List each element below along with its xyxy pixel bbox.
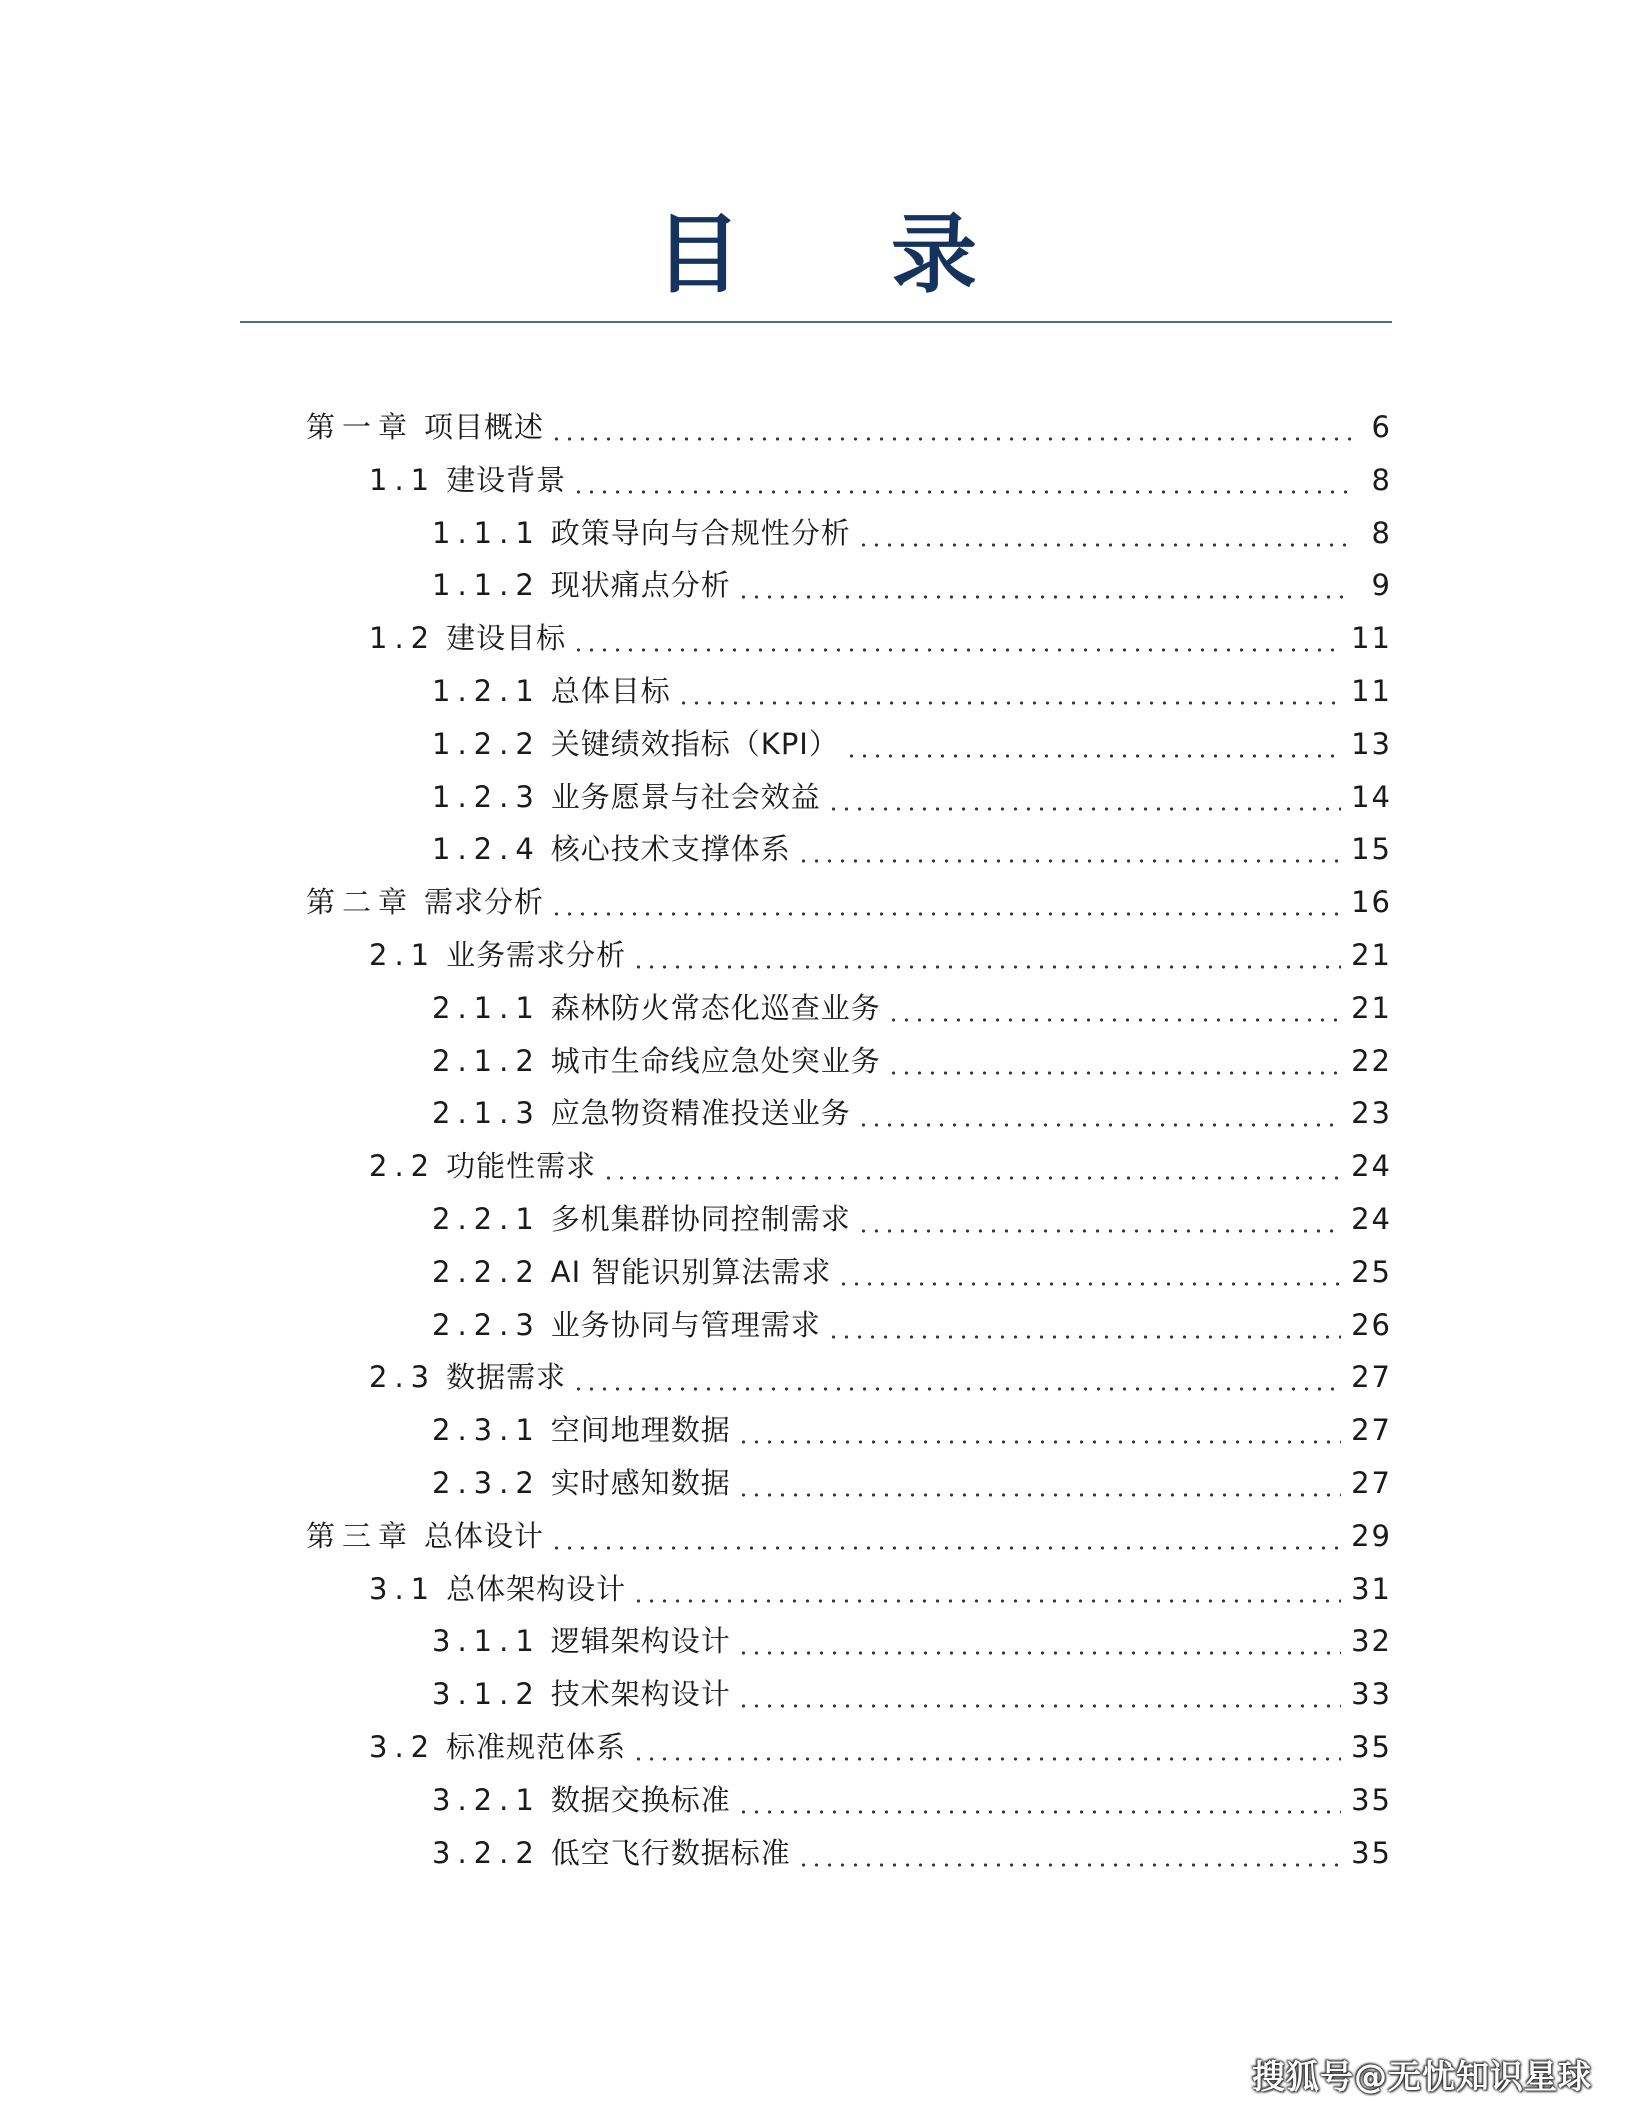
toc-entry-number: 2.1	[369, 938, 437, 972]
toc-entry[interactable]	[306, 882, 1392, 922]
toc-entry-number: 1.1.2	[432, 568, 541, 603]
toc-entry-number: 2.2.2	[432, 1254, 541, 1289]
toc-dot-leader	[857, 1199, 1341, 1239]
toc-entry-page: 24	[1351, 1149, 1392, 1184]
toc-entry[interactable]	[369, 618, 1392, 658]
toc-dot-leader	[845, 724, 1341, 764]
toc-entry[interactable]	[432, 1621, 1392, 1661]
toc-entry-number: 1.2.2	[432, 726, 541, 761]
toc-entry[interactable]	[432, 1780, 1392, 1820]
toc-entry-page: 29	[1351, 1518, 1392, 1553]
toc-dot-leader	[737, 1463, 1341, 1503]
toc-entry-page: 32	[1351, 1624, 1392, 1659]
toc-entry-page: 21	[1351, 990, 1392, 1025]
toc-entry-number: 3.1.2	[432, 1677, 541, 1712]
toc-dot-leader	[737, 1674, 1341, 1714]
toc-entry-label: 低空飞行数据标准	[550, 1835, 791, 1870]
toc-entry-page: 33	[1351, 1677, 1392, 1712]
toc-entry-number: 第二章	[306, 885, 415, 920]
toc-dot-leader	[857, 1093, 1341, 1133]
toc-entry-number: 第一章	[306, 410, 415, 444]
toc-entry[interactable]	[369, 1569, 1392, 1609]
toc-dot-leader	[887, 988, 1341, 1028]
toc-dot-leader	[837, 1252, 1341, 1292]
toc-entry-page: 13	[1351, 726, 1392, 761]
page-title: 目 录	[655, 205, 1037, 305]
toc-entry-label: 标准规范体系	[446, 1730, 627, 1764]
toc-dot-leader	[677, 671, 1341, 711]
toc-entry-number: 3.1.1	[432, 1624, 541, 1659]
toc-entry[interactable]	[432, 777, 1392, 817]
toc-entry[interactable]	[369, 935, 1392, 975]
toc-dot-leader	[550, 1516, 1341, 1556]
toc-entry[interactable]	[432, 1252, 1392, 1292]
toc-entry-page: 27	[1351, 1466, 1392, 1500]
toc-entry-label: 空间地理数据	[550, 1413, 731, 1448]
title-divider	[240, 321, 1392, 323]
toc-dot-leader	[887, 1041, 1341, 1081]
toc-entry-label: 数据交换标准	[550, 1782, 731, 1817]
toc-entry-label: 业务协同与管理需求	[550, 1307, 821, 1342]
toc-entry-label: 数据需求	[446, 1360, 567, 1395]
toc-entry-number: 3.1	[369, 1571, 437, 1606]
toc-entry-label: 业务愿景与社会效益	[550, 779, 821, 814]
toc-entry-page: 35	[1351, 1730, 1392, 1764]
toc-entry[interactable]	[432, 1463, 1392, 1503]
toc-dot-leader	[737, 565, 1352, 605]
toc-entry-page: 35	[1351, 1835, 1392, 1870]
toc-dot-leader	[827, 1305, 1341, 1345]
toc-entry-label: 总体设计	[424, 1518, 545, 1553]
toc-entry-page: 27	[1351, 1360, 1392, 1395]
toc-entry-page: 26	[1351, 1307, 1392, 1342]
toc-entry-page: 11	[1351, 621, 1392, 656]
toc-entry[interactable]	[432, 565, 1392, 605]
toc-entry-page: 25	[1351, 1254, 1392, 1289]
toc-dot-leader	[602, 1146, 1341, 1186]
toc-entry-page: 27	[1351, 1413, 1392, 1448]
toc-entry-number: 1.1.1	[432, 515, 541, 550]
toc-entry-page: 23	[1351, 1096, 1392, 1131]
toc-entry-number: 1.2.4	[432, 832, 541, 867]
toc-dot-leader	[572, 460, 1352, 500]
toc-dot-leader	[632, 935, 1341, 975]
toc-dot-leader	[857, 513, 1352, 553]
toc-entry-page: 8	[1371, 462, 1392, 497]
toc-entry-label: 总体架构设计	[446, 1571, 627, 1606]
toc-entry[interactable]	[369, 1146, 1392, 1186]
toc-entry-number: 2.1.2	[432, 1043, 541, 1078]
toc-entry[interactable]	[432, 988, 1392, 1028]
toc-entry-page: 31	[1351, 1571, 1392, 1606]
toc-entry-page: 9	[1371, 568, 1392, 603]
toc-dot-leader	[827, 777, 1341, 817]
toc-entry-label: 核心技术支撑体系	[550, 832, 791, 867]
toc-entry-number: 1.2	[369, 621, 437, 656]
toc-entry[interactable]	[369, 1727, 1392, 1767]
toc-entry-label: 总体目标	[550, 674, 671, 708]
toc-entry[interactable]	[369, 460, 1392, 500]
toc-entry[interactable]	[432, 829, 1392, 869]
toc-entry-number: 1.1	[369, 462, 437, 497]
toc-dot-leader	[797, 829, 1341, 869]
toc-entry[interactable]	[369, 1357, 1392, 1397]
toc-entry-page: 35	[1351, 1782, 1392, 1817]
toc-entry[interactable]	[432, 1833, 1392, 1873]
toc-entry[interactable]	[432, 1410, 1392, 1450]
toc-dot-leader	[572, 1357, 1341, 1397]
toc-entry-page: 6	[1371, 410, 1392, 444]
toc-entry-label: 业务需求分析	[446, 938, 627, 972]
toc-entry[interactable]	[306, 407, 1392, 447]
toc-entry-label: 现状痛点分析	[550, 568, 731, 603]
toc-entry[interactable]	[432, 1674, 1392, 1714]
toc-entry-number: 1.2.3	[432, 779, 541, 814]
toc-entry[interactable]	[432, 513, 1392, 553]
toc-entry-label: 逻辑架构设计	[550, 1624, 731, 1659]
toc-entry-number: 2.1.3	[432, 1096, 541, 1131]
toc-entry[interactable]	[306, 1516, 1392, 1556]
toc-entry-page: 15	[1351, 832, 1392, 867]
toc-entry-number: 2.2	[369, 1149, 437, 1184]
toc-dot-leader	[550, 407, 1352, 447]
toc-dot-leader	[737, 1780, 1341, 1820]
toc-entry-label: 项目概述	[424, 410, 545, 444]
toc-entry-page: 24	[1351, 1202, 1392, 1236]
toc-entry-label: 需求分析	[424, 885, 545, 920]
toc-entry-number: 1.2.1	[432, 674, 541, 708]
toc-entry[interactable]	[432, 724, 1392, 764]
toc-entry-label: 技术架构设计	[550, 1677, 731, 1712]
toc-entry-page: 11	[1351, 674, 1392, 708]
toc-entry-page: 8	[1371, 515, 1392, 550]
toc-entry-label: 建设目标	[446, 621, 567, 656]
toc-entry-label: 城市生命线应急处突业务	[550, 1043, 881, 1078]
toc-entry-page: 16	[1351, 885, 1392, 920]
toc-dot-leader	[632, 1727, 1341, 1767]
toc-entry-number: 2.1.1	[432, 990, 541, 1025]
toc-entry-number: 2.3.2	[432, 1466, 541, 1500]
toc-entry-page: 21	[1351, 938, 1392, 972]
toc-entry[interactable]	[432, 1199, 1392, 1239]
toc-entry[interactable]	[432, 1041, 1392, 1081]
toc-entry-label: 应急物资精准投送业务	[550, 1096, 851, 1131]
toc-dot-leader	[737, 1410, 1341, 1450]
toc-entry-number: 2.3	[369, 1360, 437, 1395]
toc-dot-leader	[632, 1569, 1341, 1609]
toc-entry-number: 第三章	[306, 1518, 415, 1553]
toc-entry-number: 2.2.1	[432, 1202, 541, 1236]
toc-entry-label: 政策导向与合规性分析	[550, 515, 851, 550]
toc-entry-label: 多机集群协同控制需求	[550, 1202, 851, 1236]
toc-entry-label: 实时感知数据	[550, 1466, 731, 1500]
toc-dot-leader	[737, 1621, 1341, 1661]
toc-entry-page: 14	[1351, 779, 1392, 814]
watermark: 搜狐号@无忧知识星球	[1252, 2057, 1592, 2096]
toc-entry-label: AI 智能识别算法需求	[550, 1254, 832, 1289]
toc-entry-label: 功能性需求	[446, 1149, 597, 1184]
toc-entry-number: 3.2.1	[432, 1782, 541, 1817]
toc-entry-number: 3.2	[369, 1730, 437, 1764]
toc-entry[interactable]	[432, 1305, 1392, 1345]
toc-entry-number: 2.2.3	[432, 1307, 541, 1342]
toc-entry-number: 3.2.2	[432, 1835, 541, 1870]
toc-entry[interactable]	[432, 671, 1392, 711]
toc-entry[interactable]	[432, 1093, 1392, 1133]
toc-dot-leader	[550, 882, 1341, 922]
toc-entry-label: 关键绩效指标（KPI）	[550, 726, 839, 761]
toc-entry-label: 森林防火常态化巡查业务	[550, 990, 881, 1025]
toc-entry-page: 22	[1351, 1043, 1392, 1078]
toc-dot-leader	[572, 618, 1341, 658]
toc-entry-number: 2.3.1	[432, 1413, 541, 1448]
toc-entry-label: 建设背景	[446, 462, 567, 497]
toc-dot-leader	[797, 1833, 1341, 1873]
